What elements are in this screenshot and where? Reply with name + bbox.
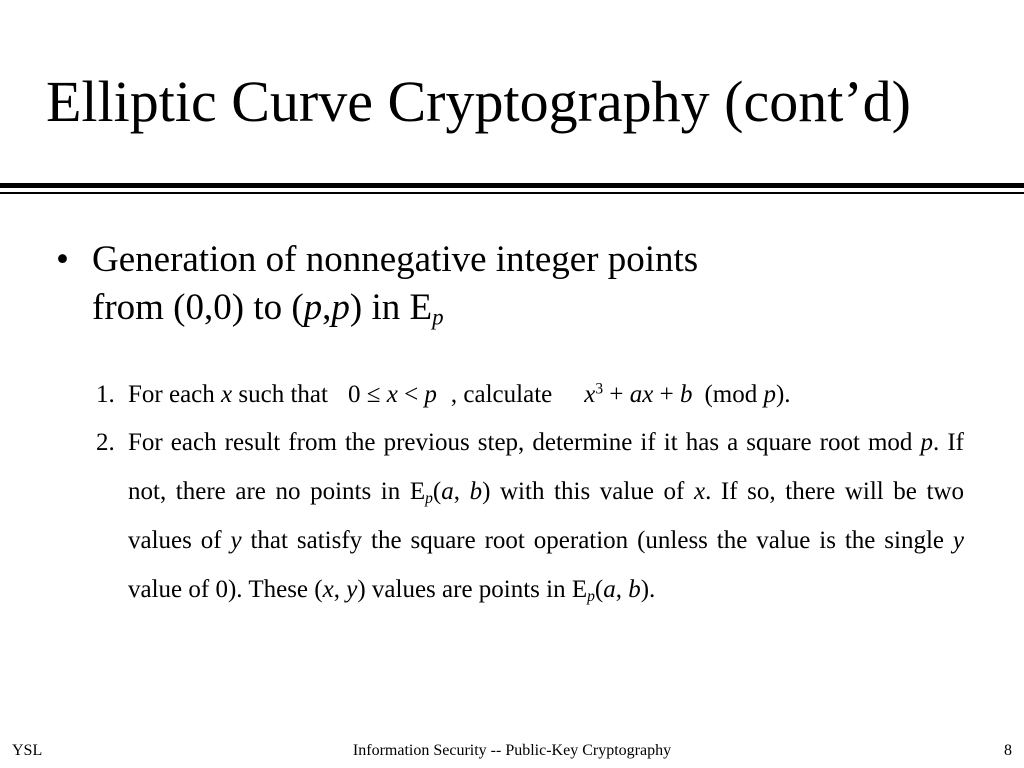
bullet-subscript-p: p — [432, 304, 444, 330]
step-2-number: 2. — [96, 429, 115, 456]
expr-exponent: 3 — [595, 380, 604, 398]
s2-t3: ( — [432, 478, 442, 505]
title-divider-thin — [0, 192, 1024, 194]
bullet-p1: p — [303, 287, 323, 328]
bullet-line2-b: ) in E — [349, 287, 433, 328]
bullet-marker: • — [56, 239, 69, 280]
ineq-x: x — [386, 381, 398, 408]
s2-t11: ( — [594, 576, 604, 603]
expr-x: x — [584, 381, 596, 408]
slide-title: Elliptic Curve Cryptography (cont’d) — [46, 69, 911, 134]
s2-sub2: p — [587, 587, 595, 605]
s2-y1: y — [230, 527, 242, 554]
title-divider-thick — [0, 183, 1024, 188]
s2-t6: . If so, there will be two values of — [128, 478, 965, 554]
expr-plus-1: + — [603, 381, 630, 408]
s2-a1: a — [441, 478, 454, 505]
ineq-zero: 0 ≤ — [347, 381, 387, 408]
s2-t1: For each result from the previous step, determine if it has a square root mod — [128, 429, 921, 456]
step-1-number: 1. — [96, 381, 115, 408]
footer-course-title: Information Security -- Public-Key Cryptography — [352, 742, 672, 759]
s2-x1: x — [693, 478, 706, 505]
footer-author: YSL — [12, 742, 43, 759]
s2-t13: ). — [640, 576, 656, 603]
bullet-line1: Generation of nonnegative integer points — [92, 239, 699, 280]
step-1-var-x: x — [221, 381, 233, 408]
s2-t8: value of 0). These ( — [128, 576, 323, 603]
s2-x2: x — [322, 576, 334, 603]
inequality — [348, 381, 437, 408]
step-1-text-e: ). — [775, 381, 791, 408]
bullet-line2-a: from (0,0) to ( — [92, 287, 304, 328]
footer-page-number: 8 — [1004, 742, 1012, 759]
step-1-mod-p: p — [763, 381, 776, 408]
s2-t2: . If not, there are no points in E — [128, 429, 964, 505]
s2-y3: y — [346, 576, 358, 603]
step-1-text-a: For each — [128, 381, 222, 408]
s2-t9: , — [333, 576, 347, 603]
step-1-text-c: , calculate — [450, 381, 553, 408]
bullet-comma: , — [322, 287, 332, 328]
s2-a2: a — [603, 576, 616, 603]
step-1-text-d: (mod — [704, 381, 764, 408]
s2-t5: ) with this value of — [482, 478, 694, 505]
s2-t10: ) values are points in E — [357, 576, 588, 603]
s2-sub1: p — [425, 489, 433, 507]
s2-t7: that satisfy the square root operation (unless the value is the single — [241, 527, 953, 554]
step-2-text — [128, 418, 964, 614]
expr-plus-2: + — [653, 381, 680, 408]
s2-y2: y — [952, 527, 964, 554]
cubic-expression — [584, 381, 692, 408]
ineq-p: p — [424, 381, 437, 408]
s2-p1: p — [920, 429, 933, 456]
step-1-text — [128, 370, 791, 419]
bullet-p2: p — [331, 287, 350, 328]
expr-b: b — [679, 381, 693, 408]
expr-ax: ax — [629, 381, 654, 408]
s2-t4: , — [453, 478, 470, 505]
s2-b2: b — [628, 576, 641, 603]
s2-t12: , — [615, 576, 629, 603]
s2-b1: b — [469, 478, 483, 505]
ineq-lt: < — [397, 381, 425, 408]
step-1-text-b: such that — [232, 381, 328, 408]
bullet-text — [92, 236, 892, 332]
